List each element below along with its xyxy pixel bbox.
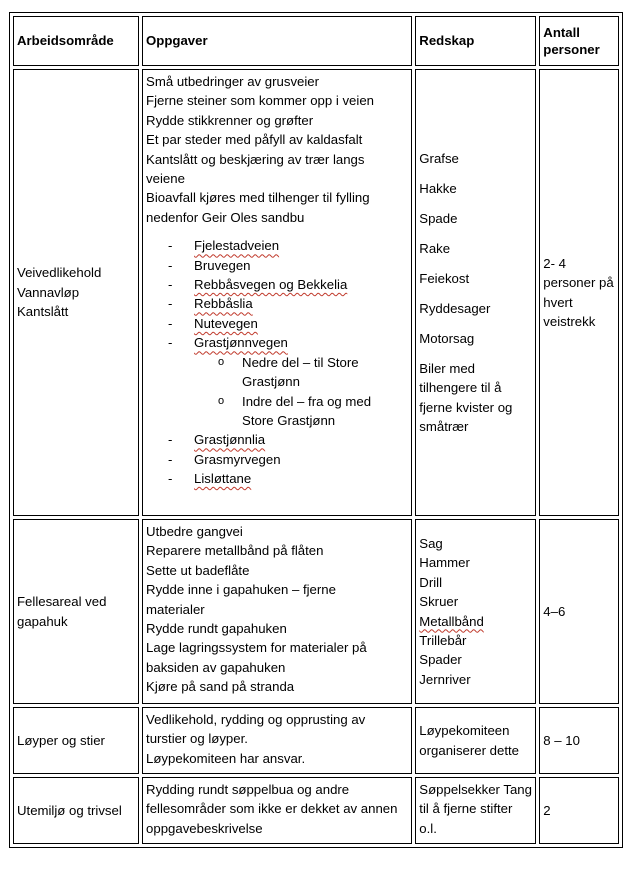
header-tasks: Oppgaver (142, 16, 412, 66)
header-persons: Antall personer (539, 16, 619, 66)
header-area: Arbeidsområde (13, 16, 139, 66)
cell-area: Utemiljø og trivsel (13, 777, 139, 844)
task-line: Bioavfall kjøres med tilhenger til fylling nedenfor Geir Oles sandbu (146, 190, 370, 225)
cell-persons: 4–6 (539, 519, 619, 704)
tool-item: Ryddesager (419, 300, 491, 316)
tool-item: Trillebår (419, 632, 467, 648)
tool-item: Motorsag (419, 330, 475, 346)
list-item: - Grastjønnvegen o Nedre del – til Store Grastjønn o Indre del – fra og med Store Grastjønn (146, 333, 408, 430)
list-item: - Fjelestadveien (168, 238, 280, 254)
tool-item: Skruer (419, 594, 459, 610)
tool-item: Hakke (419, 180, 457, 196)
task-line: Fjerne steiner som kommer opp i veien (146, 93, 374, 109)
cell-tasks (142, 707, 412, 774)
header-row (13, 16, 619, 66)
cell-tasks: Rydding rundt søppelbua og andre fellesområder som ikke er dekket av annen oppgavebeskrivelse (142, 777, 412, 844)
tool-item: Sag (419, 535, 443, 551)
task-line: Lage lagringssystem for materialer på baksiden av gapahuken (146, 640, 367, 675)
task-line: Løypekomiteen har ansvar. (146, 750, 306, 766)
tool-item: Rake (419, 240, 451, 256)
task-line: Reparere metallbånd på flåten (146, 543, 324, 559)
task-line: Utbedre gangvei (146, 524, 243, 539)
table-row (13, 707, 619, 774)
task-line: Små utbedringer av grusveier (146, 74, 320, 89)
cell-persons: 8 – 10 (539, 707, 619, 774)
sub-road-list (194, 353, 408, 431)
list-item: - Rebbåslia (168, 296, 253, 312)
task-line: Rydde inne i gapahuken – fjerne materialer (146, 582, 336, 617)
area-line: Vannavløp (17, 284, 80, 300)
cell-tasks (142, 519, 412, 704)
area-line: Veivedlikehold (17, 265, 102, 281)
task-line: Vedlikehold, rydding og opprusting av turstier og løyper. (146, 712, 366, 747)
list-item: o Nedre del – til Store Grastjønn (218, 354, 359, 390)
tool-item: Metallbånd (419, 613, 484, 629)
list-item: - Bruvegen (168, 257, 251, 273)
cell-persons: 2- 4 personer på hvert veistrekk (539, 69, 619, 516)
cell-persons: 2 (539, 777, 619, 844)
tool-item: Spade (419, 210, 458, 226)
tool-item: Grafse (419, 150, 459, 166)
road-list (146, 236, 408, 488)
list-item: - Grastjønnlia (168, 432, 266, 448)
task-line: Sette ut badeflåte (146, 562, 250, 578)
task-line: Kjøre på sand på stranda (146, 679, 295, 695)
task-line: Rydde stikkrenner og grøfter (146, 112, 314, 128)
cell-area: Fellesareal ved gapahuk (13, 519, 139, 704)
header-tools: Redskap (415, 16, 536, 66)
list-item: o Indre del – fra og med Store Grastjønn (218, 393, 372, 428)
cell-tools: Søppelsekker Tang til å fjerne stifter o.l. (415, 777, 536, 844)
list-item: - Lisløttane (168, 471, 252, 487)
cell-area: Løyper og stier (13, 707, 139, 774)
cell-area (13, 69, 139, 516)
list-item: - Rebbåsvegen og Bekkelia (168, 277, 348, 293)
work-table (9, 12, 623, 848)
tool-item: Hammer (419, 555, 470, 571)
tool-item: Biler med tilhengere til å fjerne kvister og småtrær (419, 360, 513, 434)
cell-tools (415, 519, 536, 704)
cell-tools: Løypekomiteen organiserer dette (415, 707, 536, 774)
cell-tools (415, 69, 536, 516)
cell-tasks (142, 69, 412, 516)
task-line: Kantslått og beskjæring av trær langs veiene (146, 151, 365, 187)
table-row (13, 777, 619, 844)
table-row (13, 519, 619, 704)
task-line: Et par steder med påfyll av kaldasfalt (146, 132, 363, 148)
tool-item: Jernriver (419, 671, 471, 687)
tool-item: Feiekost (419, 270, 470, 286)
task-line: Rydde rundt gapahuken (146, 621, 287, 637)
list-item: - Nutevegen (168, 315, 258, 331)
list-item: - Grasmyrvegen (168, 451, 281, 467)
tool-item: Drill (419, 574, 443, 590)
table-row (13, 69, 619, 516)
tool-item: Spader (419, 652, 462, 668)
area-line: Kantslått (17, 304, 69, 320)
